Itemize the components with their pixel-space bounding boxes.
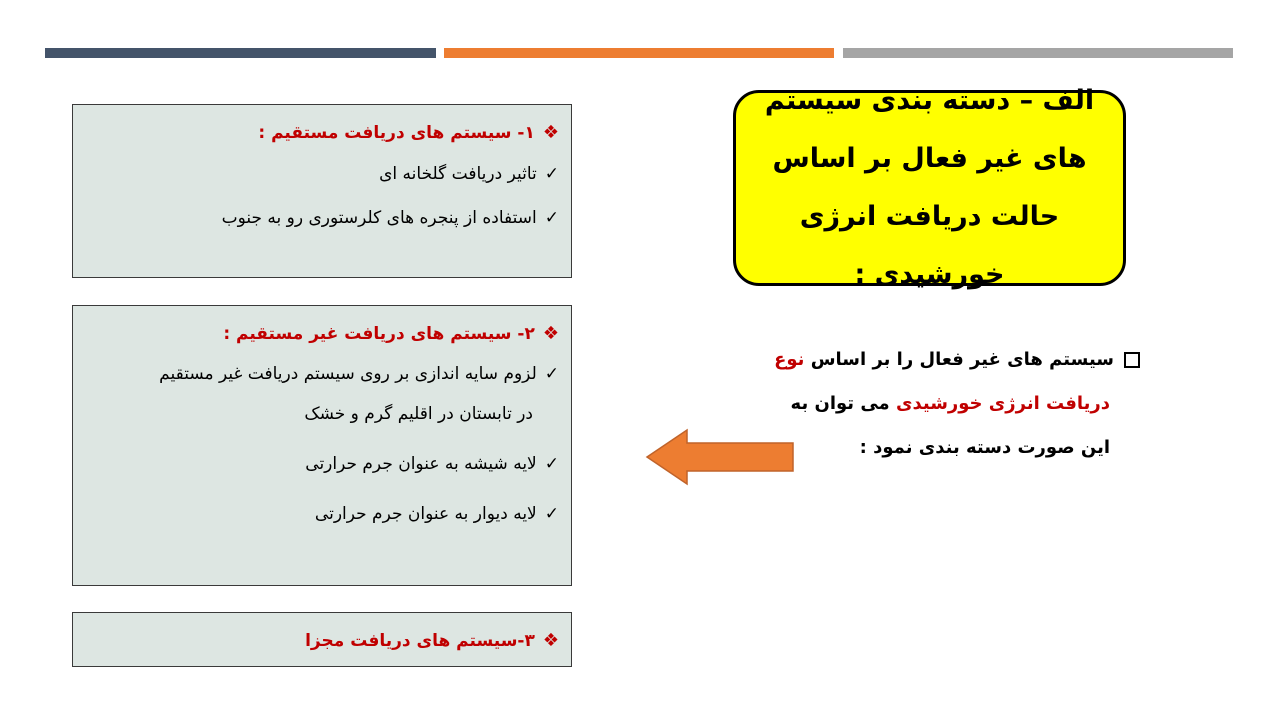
section-heading: ❖۱- سیستم های دریافت مستقیم : (258, 122, 559, 143)
section-heading: ❖۲- سیستم های دریافت غیر مستقیم : (223, 323, 559, 344)
intro-part1: سیستم های غیر فعال را بر اساس (810, 349, 1114, 370)
header-bar-orange (444, 48, 834, 58)
list-item: ✓لایه شیشه به عنوان جرم حرارتی (305, 454, 559, 474)
slide-title: الف – دسته بندی سیستم های غیر فعال بر اساس حالت دریافت انرژی خورشیدی : (764, 85, 1095, 290)
list-item: ✓تاثیر دریافت گلخانه ای (379, 164, 559, 184)
list-item: ✓لایه دیوار به عنوان جرم حرارتی (314, 504, 559, 524)
checkmark-icon: ✓ (544, 208, 559, 228)
checkbox-square-icon (1124, 352, 1140, 368)
header-bar-dark (45, 48, 436, 58)
intro-highlight-1: نوع (774, 349, 805, 370)
section-indirect-gain (72, 305, 572, 586)
section-direct-gain (72, 104, 572, 278)
title-callout (733, 85, 1126, 290)
checkmark-icon: ✓ (544, 454, 559, 474)
header-bar-gray (843, 48, 1233, 58)
checkmark-icon: ✓ (544, 364, 559, 384)
diamond-bullet-icon: ❖ (542, 122, 559, 143)
intro-part2: می توان به (790, 393, 890, 414)
intro-text (740, 338, 1140, 470)
checkmark-icon: ✓ (544, 164, 559, 184)
diamond-bullet-icon: ❖ (542, 630, 559, 651)
left-arrow-icon (645, 428, 797, 486)
intro-part3: این صورت دسته بندی نمود : (859, 437, 1110, 458)
section-heading: ❖۳-سیستم های دریافت مجزا (305, 630, 559, 651)
intro-highlight-2: دریافت انرژی خورشیدی (895, 393, 1110, 414)
section-isolated-gain (72, 612, 572, 667)
diamond-bullet-icon: ❖ (542, 323, 559, 344)
list-item: ✓لزوم سایه اندازی بر روی سیستم دریافت غیر مستقیم در تابستان در اقلیم گرم و خشک (159, 364, 559, 424)
list-item: ✓استفاده از پنجره های کلرستوری رو به جنوب (221, 208, 559, 228)
checkmark-icon: ✓ (544, 504, 559, 524)
